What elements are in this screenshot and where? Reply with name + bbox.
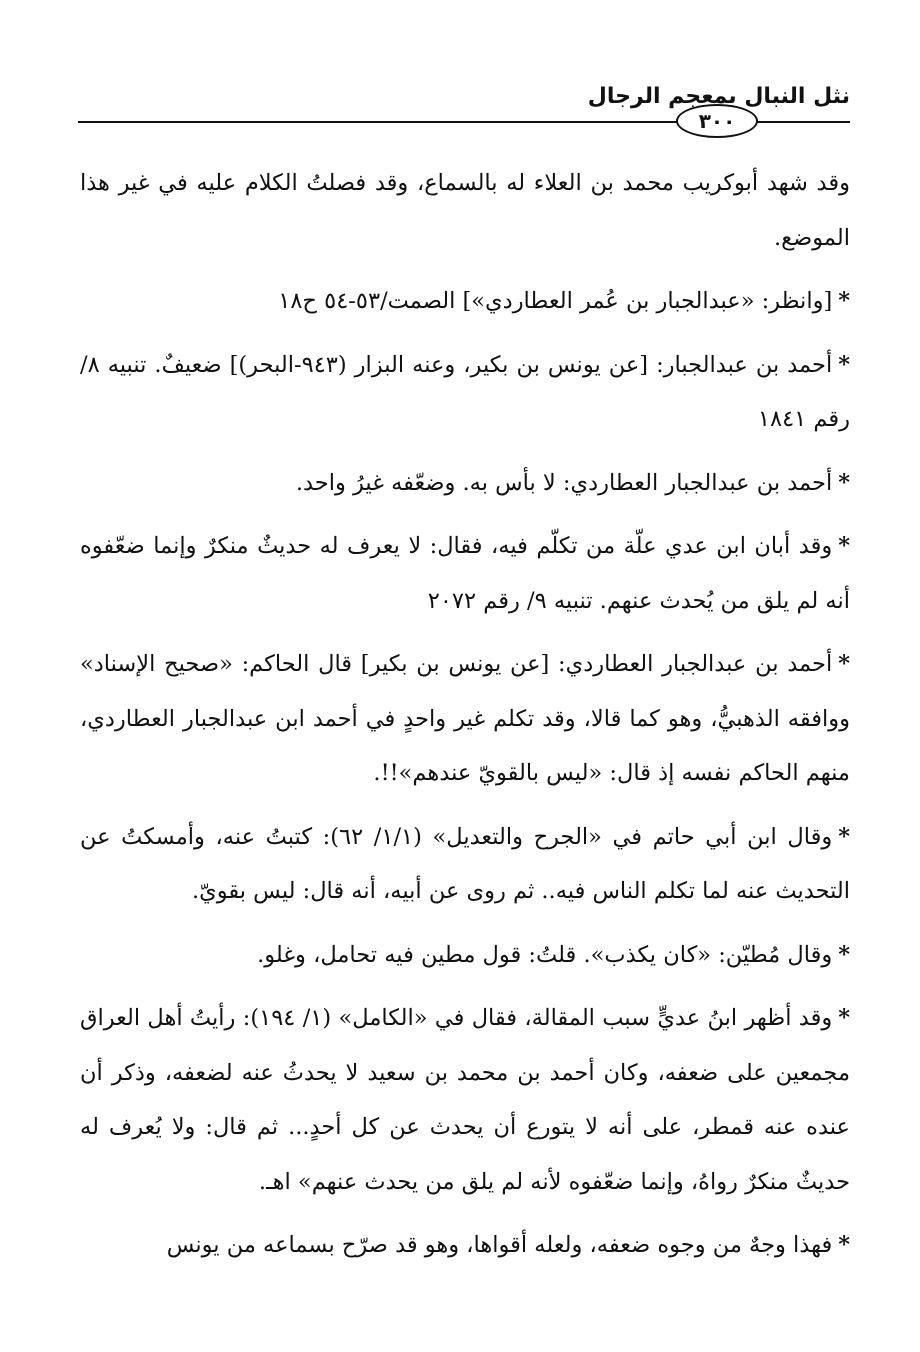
asterisk-marker: * [838,1232,850,1258]
asterisk-marker: * [838,941,850,968]
paragraph-text: أحمد بن عبدالجبار: [عن يونس بن بكير، وعنه البزار (٩٤٣-البحر)] ضعيفٌ. تنبيه ٨/ رقم ١٨٤١ [80,351,850,432]
paragraph-4 [80,456,850,511]
paragraph-text: وقد شهد أبوكريب محمد بن العلاء له بالسماع، وقد فصلتُ الكلام عليه في غير هذا الموضع. [80,170,850,251]
book-title: نثل النبال بمعجم الرجال [587,84,850,109]
paragraph-8 [80,928,850,983]
asterisk-marker: * [838,469,850,496]
paragraph-text: أحمد بن عبدالجبار العطاردي: لا بأس به. وضعّفه غيرُ واحد. [295,469,833,496]
asterisk-marker: * [838,823,850,850]
paragraph-text: وقال ابن أبي حاتم في «الجرح والتعديل» (١/١/ ٦٢): كتبتُ عنه، وأمسكتُ عن التحديث عنه لما تكلم الناس فيه.. ثم روى عن أبيه، أنه قال: ليس بقويّ. [80,823,850,904]
paragraph-7 [80,810,850,919]
page-number: ٣٠٠ [676,104,758,138]
paragraph-3 [80,338,850,447]
asterisk-marker: * [838,651,850,677]
page-header [78,84,850,144]
paragraph-9 [80,991,850,1209]
asterisk-marker: * [838,288,850,314]
paragraph-text: أحمد بن عبدالجبار العطاردي: [عن يونس بن بكير] قال الحاكم: «صحيح الإسناد» ووافقه الذهبيُّ، وهو كما قالا، وقد تكلم غير واحدٍ في أحمد ابن عبدالجبار العطاردي، منهم الحاكم نفسه إذ قال: «ليس بالقويّ عندهم»!!. [80,651,850,786]
paragraph-2 [80,274,850,329]
asterisk-marker: * [838,1005,851,1031]
paragraph-5 [80,519,850,628]
paragraph-6 [80,637,850,801]
paragraph-text: فهذا وجهٌ من وجوه ضعفه، ولعله أقواها، وهو قد صرّح بسماعه من يونس [166,1232,833,1258]
paragraph-1 [80,156,850,265]
asterisk-marker: * [838,351,850,378]
paragraph-text: [وانظر: «عبدالجبار بن عُمر العطاردي»] الصمت/٥٣-٥٤ ح١٨ [278,288,833,314]
paragraph-text: وقد أظهر ابنُ عديٍّ سبب المقالة، فقال في «الكامل» (١/ ١٩٤): رأيتُ أهل العراق مجمعين على ضعفه، وكان أحمد بن محمد بن سعيد لا يحدثُ عنه لضعفه، وذكر أن عنده عنه قمطر، على أنه لا يتورع أن يحدث عن كل أحدٍ... ثم قال: ولا يُعرف له حديثٌ منكرٌ رواهُ، وإنما ضعّفوه لأنه لم يلق من يحدث عنهم» اهـ. [80,1005,850,1195]
asterisk-marker: * [838,533,850,559]
paragraph-10 [80,1218,850,1273]
paragraph-text: وقال مُطيّن: «كان يكذب». قلتُ: قول مطين فيه تحامل، وغلو. [257,941,833,968]
paragraph-text: وقد أبان ابن عدي علّة من تكلّم فيه، فقال: لا يعرف له حديثٌ منكرٌ وإنما ضعّفوه أنه لم يلق من يُحدث عنهم. تنبيه ٩/ رقم ٢٠٧٢ [80,533,850,614]
page-body [80,156,850,1282]
